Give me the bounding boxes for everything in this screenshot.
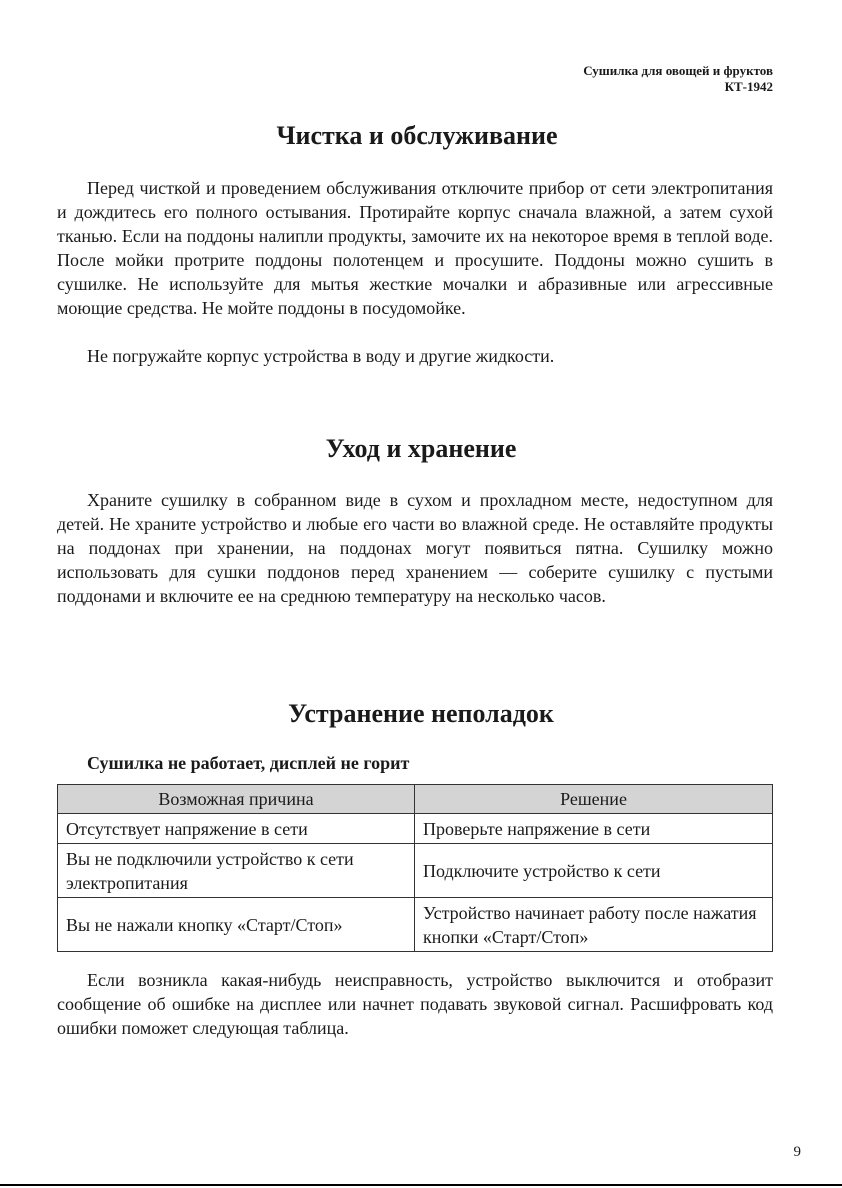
section-title-care: Уход и хранение <box>325 434 517 463</box>
header-model: КТ-1942 <box>724 79 773 94</box>
table-row <box>58 898 773 952</box>
footer-divider <box>0 1184 842 1186</box>
column-header-cause: Возможная причина <box>58 785 415 814</box>
page-number: 9 <box>793 1144 801 1160</box>
troubleshooting-subtitle: Сушилка не работает, дисплей не горит <box>87 753 410 773</box>
table-cell-solution: Проверьте напряжение в сети <box>415 814 773 844</box>
troubleshooting-table <box>57 784 773 952</box>
header-product-name: Сушилка для овощей и фруктов <box>583 63 773 78</box>
table-cell-solution: Подключите устройство к сети <box>415 844 773 898</box>
document-header <box>583 63 773 95</box>
table-header-row <box>58 785 773 814</box>
table-cell-solution: Устройство начинает работу после нажатия кнопки «Старт/Стоп» <box>415 898 773 952</box>
table-row <box>58 844 773 898</box>
column-header-solution: Решение <box>415 785 773 814</box>
cleaning-paragraph: Перед чисткой и проведением обслуживания отключите прибор от сети электропитания и дождитесь его полного остывания. Протирайте корпус сначала влажной, а затем сухой тканью. Если на поддоны налипли продукты, замочите их на некоторое время в теплой воде. После мойки протрите поддоны полотенцем и просушите. Поддоны можно сушить в сушилке. Не используйте для мытья жесткие мочалки и абразивные или агрессивные моющие средства. Не мойте поддоны в посудомойке. <box>57 178 773 318</box>
care-paragraph: Храните сушилку в собранном виде в сухом и прохладном месте, недоступном для детей. Не храните устройство и любые его части во влажной среде. Не оставляйте продукты на поддонах при хранении, на поддонах могут появиться пятна. Сушилку можно использовать для сушки поддонов перед хранением — соберите сушилку с пустыми поддонами и включите ее на среднюю температуру на несколько часов. <box>57 490 773 606</box>
cleaning-warning-paragraph: Не погружайте корпус устройства в воду и другие жидкости. <box>87 346 555 366</box>
table-cell-cause: Вы не нажали кнопку «Старт/Стоп» <box>58 898 415 952</box>
table-row <box>58 814 773 844</box>
table-cell-cause: Отсутствует напряжение в сети <box>58 814 415 844</box>
section-title-cleaning: Чистка и обслуживание <box>276 121 558 150</box>
table-cell-cause: Вы не подключили устройство к сети электропитания <box>58 844 415 898</box>
section-title-troubleshooting: Устранение неполадок <box>288 699 554 728</box>
error-code-paragraph: Если возникла какая-нибудь неисправность, устройство выключится и отобразит сообщение об ошибке на дисплее или начнет подавать звуковой сигнал. Расшифровать код ошибки поможет следующая таблица. <box>57 970 773 1038</box>
